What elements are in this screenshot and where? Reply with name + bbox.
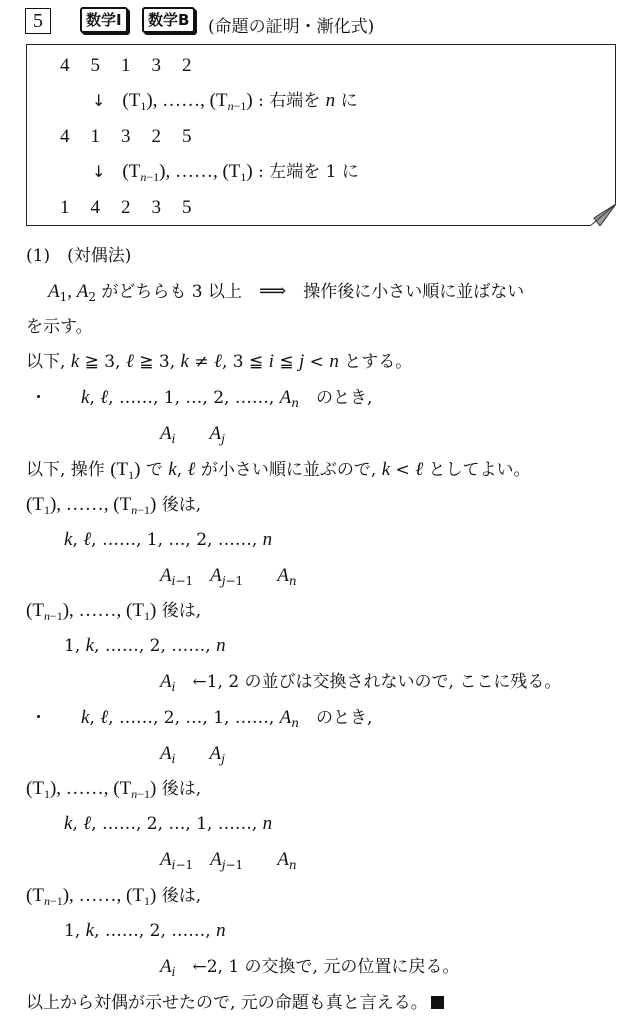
claim-continuation: を示す。 xyxy=(26,317,93,337)
case2-note: $A_i$ ←2, 1 の交換で, 元の位置に戻る。 xyxy=(160,956,460,979)
claim-line: $A_1$, $A_2$ がどちらも 3 以上 ⟹ 操作後に小さい順に並ばない xyxy=(48,281,525,304)
question-number: 5 xyxy=(25,8,51,34)
qed-square-icon xyxy=(431,996,444,1009)
box-row-1: 4 5 1 3 2 xyxy=(60,55,193,76)
case2-op-backward: $(T_{n-1})$, ……, $(T_1)$ 後は, xyxy=(26,885,202,908)
case2-backward-sequence: 1, k, ……, 2, ……, n xyxy=(64,920,226,941)
box-row-3: 1 4 2 3 5 xyxy=(60,197,193,218)
case1-forward-positions: $A_{i-1}$ $A_{j-1}$ $A_n$ xyxy=(160,565,297,588)
case2-positions: $A_i$ $A_j$ xyxy=(160,743,225,766)
case1-sequence: ・ k, ℓ, ……, 1, …, 2, ……, $A_n$ のとき, xyxy=(30,387,373,410)
part1-label: (1) (対偶法) xyxy=(26,246,132,266)
page-curl-icon xyxy=(590,204,616,226)
case1-backward-sequence: 1, k, ……, 2, ……, n xyxy=(64,635,226,656)
box-row-2: 4 1 3 2 5 xyxy=(60,126,193,147)
wlog-line: 以下, 操作 $(T_1)$ で k, ℓ が小さい順に並ぶので, k < ℓ としてよい。 xyxy=(26,459,531,482)
case1-op-backward: $(T_{n-1})$, ……, $(T_1)$ 後は, xyxy=(26,600,202,623)
case1-op-forward: $(T_1)$, ……, $(T_{n-1})$ 後は, xyxy=(26,494,202,517)
case1-positions: $A_i$ $A_j$ xyxy=(160,423,225,446)
case1-forward-sequence: k, ℓ, ……, 1, …, 2, ……, n xyxy=(64,529,273,550)
case2-forward-sequence: k, ℓ, ……, 2, …, 1, ……, n xyxy=(64,813,273,834)
subject-badge-math1: 数学Ⅰ xyxy=(80,7,128,33)
conclusion: 以上から対偶が示せたので, 元の命題も真と言える。 xyxy=(26,993,444,1013)
topic-label: (命題の証明・漸化式) xyxy=(208,17,375,37)
case2-forward-positions: $A_{i-1}$ $A_{j-1}$ $A_n$ xyxy=(160,849,297,872)
case2-op-forward: $(T_1)$, ……, $(T_{n-1})$ 後は, xyxy=(26,778,202,801)
case2-sequence: ・ k, ℓ, ……, 2, …, 1, ……, $A_n$ のとき, xyxy=(30,707,373,730)
case1-note: $A_i$ ←1, 2 の並びは交換されないので, ここに残る。 xyxy=(160,671,562,694)
subject-badge-mathB: 数学B xyxy=(142,7,195,33)
box-step-2: ↓ $(T_{n-1})$, ……, $(T_1)$ : 左端を 1 に xyxy=(92,161,359,184)
box-step-1: ↓ $(T_1)$, ……, $(T_{n-1})$ : 右端を n に xyxy=(92,90,358,113)
assumption-line: 以下, k ≧ 3, ℓ ≧ 3, k ≠ ℓ, 3 ≦ i ≦ j < n とする。 xyxy=(26,351,413,372)
